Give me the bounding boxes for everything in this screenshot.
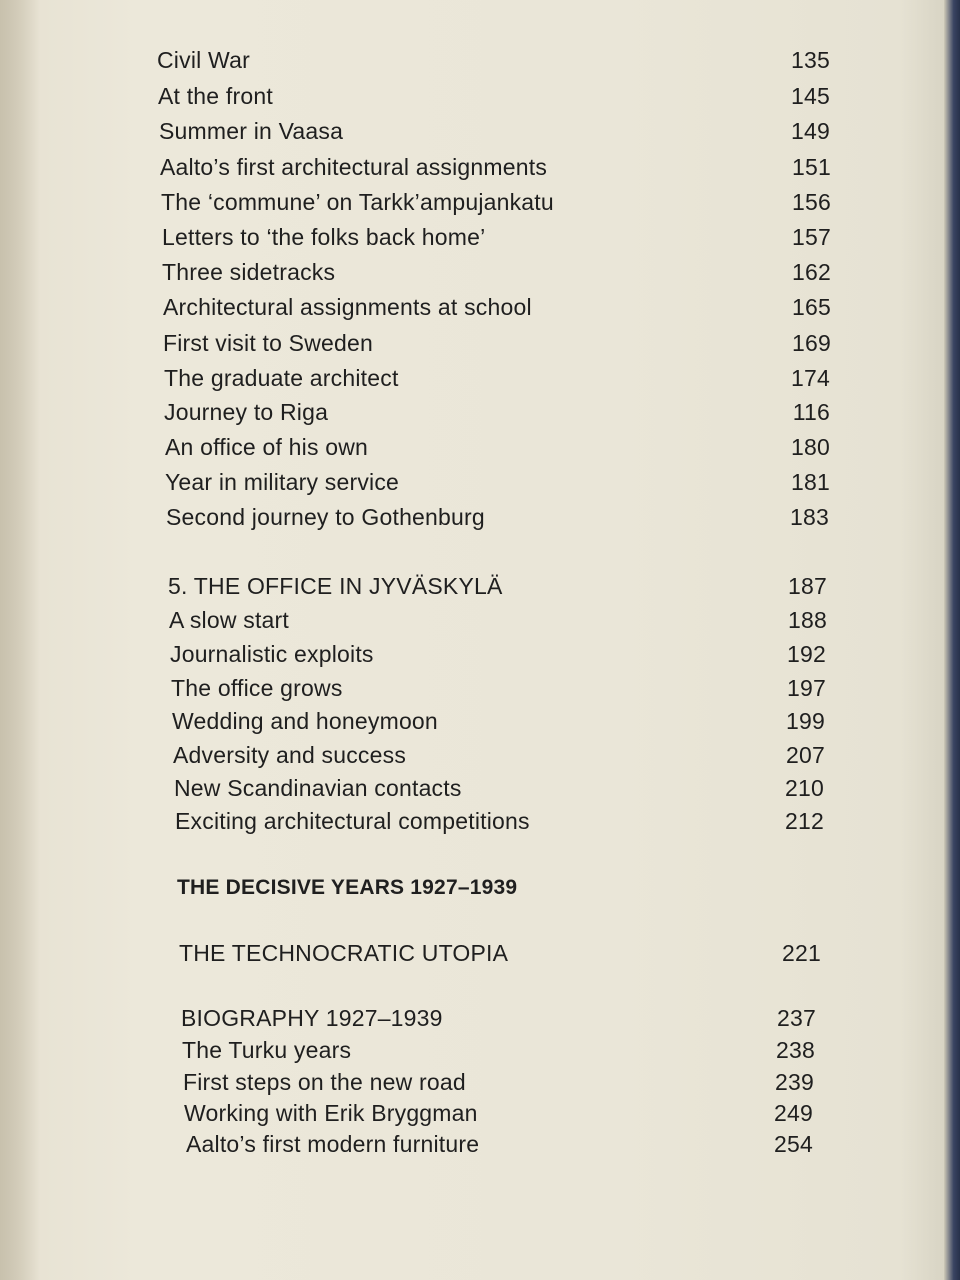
toc-entry-page-number: 237 bbox=[777, 1005, 816, 1031]
toc-entry-title: Journalistic exploits bbox=[170, 641, 374, 667]
toc-entry-title: 5. THE OFFICE IN JYVÄSKYLÄ bbox=[168, 573, 503, 599]
toc-entry-title: New Scandinavian contacts bbox=[174, 775, 462, 801]
toc-entry-page-number: 162 bbox=[792, 259, 831, 285]
toc-entry-page-number: 238 bbox=[776, 1037, 815, 1063]
toc-entry-page-number: 249 bbox=[774, 1100, 813, 1126]
toc-entry-page-number: 239 bbox=[775, 1069, 814, 1095]
toc-entry-title: THE TECHNOCRATIC UTOPIA bbox=[179, 940, 509, 966]
toc-entry-title: Aalto’s first architectural assignments bbox=[160, 154, 548, 180]
toc-entry-title: BIOGRAPHY 1927–1939 bbox=[181, 1005, 443, 1031]
toc-entry-page-number: 192 bbox=[787, 641, 826, 667]
toc-entry-title: The ‘commune’ on Tarkk’ampujankatu bbox=[161, 189, 554, 215]
toc-entry-title: Year in military service bbox=[165, 469, 400, 495]
toc-entry-page-number: 199 bbox=[786, 708, 825, 734]
toc-entry-page-number: 157 bbox=[792, 224, 831, 250]
toc-entry-title: Architectural assignments at school bbox=[163, 294, 532, 320]
toc-entry-page-number: 116 bbox=[792, 399, 830, 425]
toc-entry-title: The office grows bbox=[171, 675, 343, 701]
toc-entry-page-number: 169 bbox=[792, 330, 831, 356]
toc-entry-title: Working with Erik Bryggman bbox=[184, 1100, 478, 1126]
toc-entry-page-number: 210 bbox=[785, 775, 824, 801]
toc-entry-title: Aalto’s first modern furniture bbox=[186, 1131, 480, 1157]
toc-entry-page-number: 207 bbox=[786, 742, 825, 768]
toc-entry-page-number: 174 bbox=[791, 365, 830, 391]
toc-entry-title: THE DECISIVE YEARS 1927–1939 bbox=[177, 876, 518, 899]
toc-entry-page-number: 165 bbox=[792, 294, 831, 320]
toc-entry-page-number: 221 bbox=[782, 940, 821, 966]
toc-entry-page-number: 197 bbox=[787, 675, 826, 701]
toc-entry-title: Letters to ‘the folks back home’ bbox=[162, 224, 486, 250]
toc-entry-title: Civil War bbox=[157, 47, 250, 73]
toc-entry-title: First steps on the new road bbox=[183, 1069, 466, 1095]
toc-entry-title: A slow start bbox=[169, 607, 289, 633]
toc-entry-title: Wedding and honeymoon bbox=[172, 708, 438, 734]
toc-entry-page-number: 212 bbox=[785, 808, 824, 834]
toc-entry-title: Summer in Vaasa bbox=[159, 118, 344, 144]
toc-entry-title: An office of his own bbox=[165, 434, 369, 460]
toc-entry-page-number: 151 bbox=[792, 154, 831, 180]
toc-entry-title: Three sidetracks bbox=[162, 259, 336, 285]
toc-entry-title: Exciting architectural competitions bbox=[175, 808, 530, 834]
toc-entry-page-number: 187 bbox=[788, 573, 827, 599]
toc-entry-title: The graduate architect bbox=[164, 365, 399, 391]
toc-entry-title: Adversity and success bbox=[173, 742, 407, 768]
toc-entry-title: The Turku years bbox=[182, 1037, 352, 1063]
toc-entry-page-number: 183 bbox=[790, 504, 829, 530]
toc-entry-title: At the front bbox=[158, 83, 273, 109]
toc-entry-page-number: 156 bbox=[792, 189, 831, 215]
toc-entry-title: Journey to Riga bbox=[164, 399, 329, 425]
toc-entry-page-number: 254 bbox=[774, 1131, 813, 1157]
toc-entry-page-number: 181 bbox=[791, 469, 830, 495]
toc-entry-page-number: 135 bbox=[791, 47, 830, 73]
toc-entry-page-number: 149 bbox=[791, 118, 830, 144]
toc-entry-page-number: 145 bbox=[791, 83, 830, 109]
toc-entry-page-number: 180 bbox=[791, 434, 830, 460]
toc-entry-title: Second journey to Gothenburg bbox=[166, 504, 485, 530]
toc-entry-page-number: 188 bbox=[788, 607, 827, 633]
toc-entry-title: First visit to Sweden bbox=[163, 330, 373, 356]
